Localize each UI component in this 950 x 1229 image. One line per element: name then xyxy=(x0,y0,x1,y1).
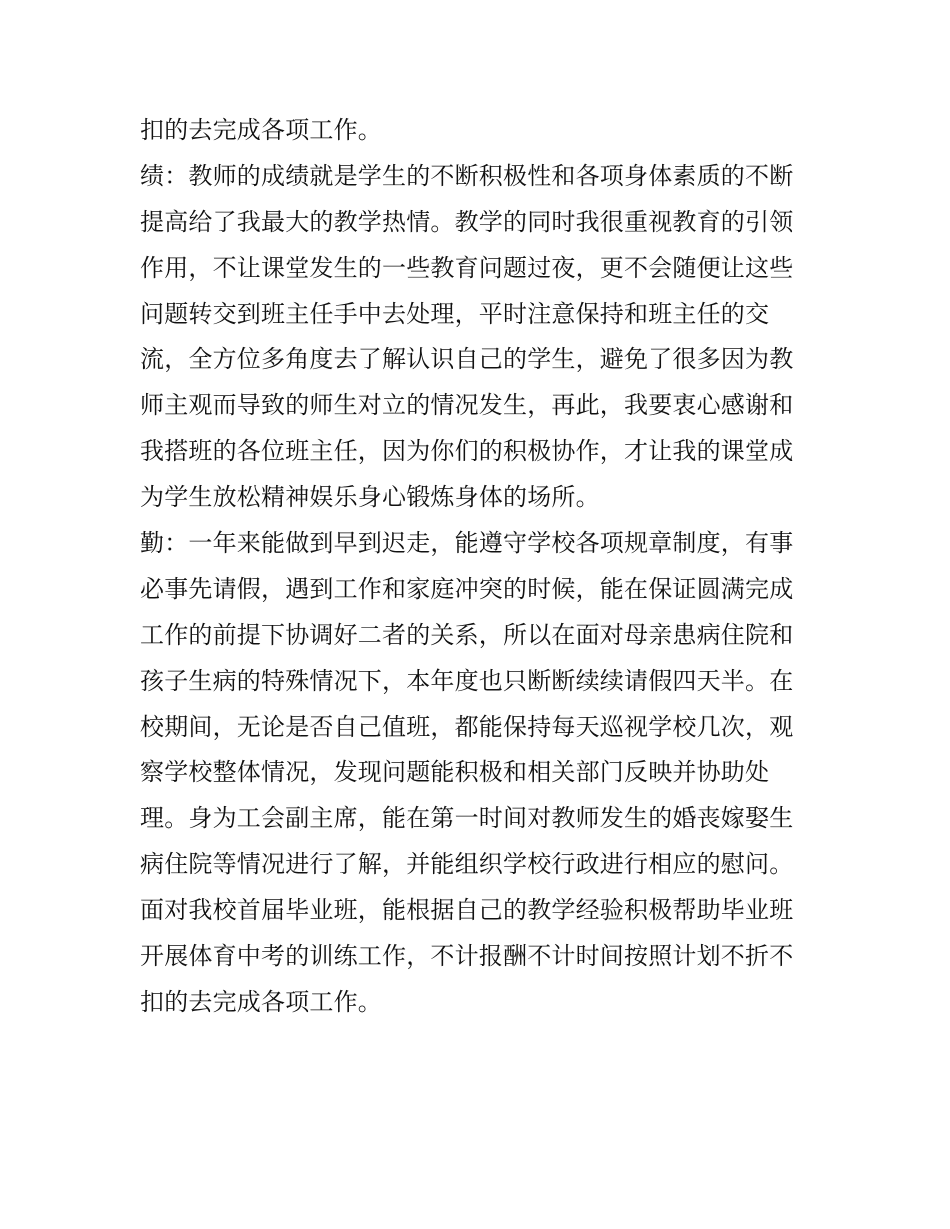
text-line: 绩：教师的成绩就是学生的不断积极性和各项身体素质的不断 xyxy=(140,161,794,190)
text-line: 我搭班的各位班主任，因为你们的积极协作，才让我的课堂成 xyxy=(140,437,794,466)
text-line: 校期间，无论是否自己值班，都能保持每天巡视学校几次，观 xyxy=(140,712,794,741)
text-line: 察学校整体情况，发现问题能积极和相关部门反映并协助处 xyxy=(140,758,770,787)
text-line: 病住院等情况进行了解，并能组织学校行政进行相应的慰问。 xyxy=(140,850,794,879)
text-line: 流，全方位多角度去了解认识自己的学生，避免了很多因为教 xyxy=(140,345,794,374)
text-line: 开展体育中考的训练工作，不计报酬不计时间按照计划不折不 xyxy=(140,942,794,971)
text-line: 勤：一年来能做到早到迟走，能遵守学校各项规章制度，有事 xyxy=(140,529,794,558)
text-line: 孩子生病的特殊情况下，本年度也只断断续续请假四天半。在 xyxy=(140,666,794,695)
text-line: 扣的去完成各项工作。 xyxy=(140,116,382,144)
text-line: 必事先请假，遇到工作和家庭冲突的时候，能在保证圆满完成 xyxy=(140,574,794,603)
document-body xyxy=(140,108,820,1026)
text-line: 面对我校首届毕业班，能根据自己的教学经验积极帮助毕业班 xyxy=(140,896,794,925)
text-line: 扣的去完成各项工作。 xyxy=(140,987,382,1016)
text-line: 理。身为工会副主席，能在第一时间对教师发生的婚丧嫁娶生 xyxy=(140,804,794,833)
text-line: 提高给了我最大的教学热情。教学的同时我很重视教育的引领 xyxy=(140,207,794,236)
text-line: 工作的前提下协调好二者的关系，所以在面对母亲患病住院和 xyxy=(140,620,794,649)
text-line: 作用，不让课堂发生的一些教育问题过夜，更不会随便让这些 xyxy=(140,253,794,282)
text-line: 为学生放松精神娱乐身心锻炼身体的场所。 xyxy=(140,483,600,512)
text-line: 师主观而导致的师生对立的情况发生，再此，我要衷心感谢和 xyxy=(140,391,794,420)
text-line: 问题转交到班主任手中去处理，平时注意保持和班主任的交 xyxy=(140,299,770,328)
